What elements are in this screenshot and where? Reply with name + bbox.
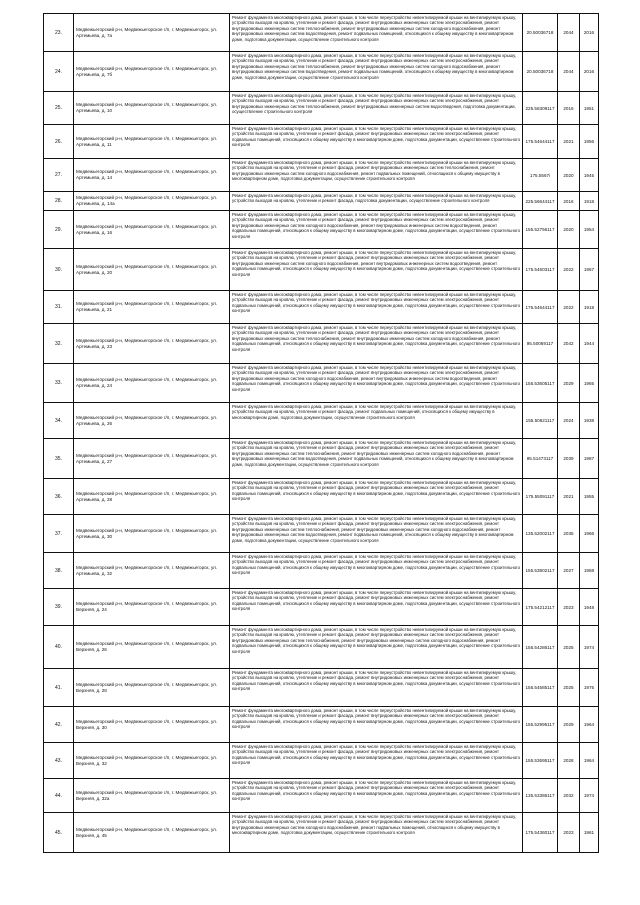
- built-year-cell: 1974: [583, 793, 595, 798]
- cost-cell: 135.53386117: [523, 779, 558, 812]
- cost-cell: 155.53605117: [523, 364, 558, 402]
- row-number: 24.: [44, 52, 74, 91]
- works-cell: Ремонт фундамента многоквартирного дома, ремонт крыши, в том числе переустройство невентилируемой крыши на вентилируемую крышу, устройство выходов на кровлю, утепление и ремонт фасада, подготовка документации, осуществление строительного контроля: [230, 192, 523, 210]
- row-number: 32.: [44, 324, 74, 363]
- works-cell: Ремонт фундамента многоквартирного дома, ремонт крыши, в том числе переустройство невентилируемой крыши на вентилируемую крышу, устройство выходов на кровлю, утепление и ремонт фасада, ремонт подвальных помещений, относящихся к общему имуществу в многоквартирном доме, подготовка документации, осуществление строительного контроля: [230, 403, 523, 438]
- cost-cell: 225.56644117: [523, 192, 558, 210]
- address-cell: Медвежьегорский р-н, Медвежьегорское г/п, г. Медвежьегорск, ул. Артемьева, д. 30: [74, 515, 230, 552]
- built-year-cell: 1951: [583, 105, 595, 111]
- built-year-cell: 1956: [583, 139, 595, 144]
- built-year-cell: 2016: [583, 30, 595, 35]
- address-cell: Медвежьегорский р-н, Медвежьегорское г/п, г. Медвежьегорск, ул. Артемьева, д. 28: [74, 479, 230, 514]
- built-year-cell: 1987: [583, 456, 595, 461]
- planned-year-cell: 2022: [558, 249, 580, 290]
- works-cell: Ремонт фундамента многоквартирного дома, ремонт крыши, в том числе переустройство невентилируемой крыши на вентилируемую крышу, устройство выходов на кровлю, утепление и ремонт фасада, ремонт внутридомовых инженерных систем электроснабжения, ремонт внутридомовых инженерных систем теплоснабжения, ремонт внутридомовых инженерных систем холодного водоснабжения, ремонт внутридомовых инженерных систем водоотведения, ремонт подвальных помещений, относящихся к общему имуществу в многоквартирном доме, подготовка документации, осуществление строительного контроля: [230, 439, 523, 478]
- planned-year-cell: 2044: [558, 14, 580, 51]
- address-cell: Медвежьегорский р-н, Медвежьегорское г/п, г. Медвежьегорск, ул. Артемьева, д. 32: [74, 553, 230, 588]
- works-cell: Ремонт фундамента многоквартирного дома, ремонт крыши, в том числе переустройство невентилируемой крыши на вентилируемую крышу, устройство выходов на кровлю, утепление и ремонт фасада, ремонт внутридомовых инженерных систем электроснабжения, ремонт внутридомовых инженерных систем теплоснабжения, ремонт внутридомовых инженерных систем водоотведения, подготовка документации, осуществление строительного контроля: [230, 92, 523, 124]
- cost-cell: 155.52995117: [523, 707, 558, 742]
- address-cell: Медвежьегорский р-н, Медвежьегорское г/п, г. Медвежьегорск, ул. Верхняя, д. 26: [74, 626, 230, 668]
- row-number: 39.: [44, 589, 74, 625]
- built-year-cell: 1958: [583, 568, 595, 573]
- works-cell: Ремонт фундамента многоквартирного дома, ремонт крыши, в том числе переустройство невентилируемой крыши на вентилируемую крышу, устройство выходов на кровлю, утепление и ремонт фасада, ремонт внутридомовых инженерных систем электроснабжения, ремонт подвальных помещений, относящихся к общему имуществу в многоквартирном доме, подготовка документации, осуществление строительного контроля: [230, 589, 523, 625]
- cost-cell: 155.53802117: [523, 553, 558, 588]
- planned-year-cell: 2022: [558, 291, 580, 323]
- table-row: [44, 553, 598, 589]
- works-cell: Ремонт фундамента многоквартирного дома, ремонт крыши, в том числе переустройство невентилируемой крыши на вентилируемую крышу, устройство выходов на кровлю, утепление и ремонт фасада, ремонт внутридомовых инженерных систем электроснабжения, ремонт подвальных помещений, относящихся к общему имуществу в многоквартирном доме, подготовка документации, осуществление строительного контроля: [230, 669, 523, 706]
- row-number: 36.: [44, 479, 74, 514]
- planned-year-cell: 2024: [558, 403, 580, 438]
- address-cell: Медвежьегорский р-н, Медвежьегорское г/п, г. Медвежьегорск, ул. Артемьева, д. 14а: [74, 192, 230, 210]
- built-year-cell: 1965: [583, 380, 595, 386]
- works-cell: Ремонт фундамента многоквартирного дома, ремонт крыши, в том числе переустройство невентилируемой крыши на вентилируемую крышу, устройство выходов на кровлю, утепление и ремонт фасада, ремонт внутридомовых инженерных систем электроснабжения, ремонт подвальных помещений, относящихся к общему имуществу в многоквартирном доме, подготовка документации, осуществление строительного контроля: [230, 743, 523, 778]
- planned-year-cell: 2025: [558, 626, 580, 668]
- works-cell: Ремонт фундамента многоквартирного дома, ремонт крыши, в том числе переустройство невентилируемой крыши на вентилируемую крышу, устройство выходов на кровлю, утепление и ремонт фасада, ремонт внутридомовых инженерных систем электроснабжения, ремонт внутридомовых инженерных систем теплоснабжения, ремонт внутридомовых инженерных систем холодного водоснабжения, ремонт внутридомовых инженерных систем водоотведения, ремонт подвальных помещений, относящихся к общему имуществу в многоквартирном доме, подготовка документации, осуществление строительного контроля: [230, 515, 523, 552]
- cost-cell: 155.54585117: [523, 669, 558, 706]
- planned-year-cell: 2039: [558, 439, 580, 478]
- table-row: [44, 249, 598, 291]
- planned-year-cell: 2027: [558, 553, 580, 588]
- row-number: 40.: [44, 626, 74, 668]
- table-row: [44, 92, 598, 125]
- planned-year-cell: 2029: [558, 707, 580, 742]
- row-number: 41.: [44, 669, 74, 706]
- table-row: [44, 743, 598, 779]
- planned-year-cell: 2021: [558, 125, 580, 158]
- address-cell: Медвежьегорский р-н, Медвежьегорское г/п, г. Медвежьегорск, ул. Верхняя, д. 28: [74, 669, 230, 706]
- planned-year-cell: 2028: [558, 743, 580, 778]
- works-cell: Ремонт фундамента многоквартирного дома, ремонт крыши, в том числе переустройство невентилируемой крыши на вентилируемую крышу, устройство выходов на кровлю, утепление и ремонт фасада, ремонт внутридомовых инженерных систем электроснабжения, ремонт внутридомовых инженерных систем теплоснабжения, ремонт внутридомовых инженерных систем холодного водоснабжения, ремонт подвальных помещений, относящихся к общему имуществу в многоквартирном доме, подготовка документации, осуществление строительного контроля: [230, 324, 523, 363]
- cost-cell: 175.55091117: [523, 479, 558, 514]
- table-row: [44, 159, 598, 192]
- cost-cell: 20.50036718: [523, 52, 558, 91]
- built-year-cell: 1918: [583, 304, 595, 310]
- built-year-cell: 1955: [583, 494, 595, 499]
- row-number: 23.: [44, 14, 74, 51]
- table-row: [44, 779, 598, 813]
- works-cell: Ремонт фундамента многоквартирного дома, ремонт крыши, в том числе переустройство невентилируемой крыши на вентилируемую крышу, устройство выходов на кровлю, утепление и ремонт фасада, ремонт внутридомовых инженерных систем электроснабжения, ремонт внутридомовых инженерных систем теплоснабжения, ремонт внутридомовых инженерных систем холодного водоснабжения, ремонт внутридомовых инженерных систем водоотведения, ремонт подвальных помещений, относящихся к общему имуществу в многоквартирном доме, подготовка документации, осуществление строительного контроля: [230, 52, 523, 91]
- address-cell: Медвежьегорский р-н, Медвежьегорское г/п, г. Медвежьегорск, ул. Артемьева, д. 26: [74, 403, 230, 438]
- table-row: [44, 707, 598, 743]
- works-cell: Ремонт фундамента многоквартирного дома, ремонт крыши, в том числе переустройство невентилируемой крыши на вентилируемую крышу, устройство выходов на кровлю, утепление и ремонт фасада, ремонт внутридомовых инженерных систем электроснабжения, ремонт внутридомовых инженерных систем холодного водоснабжения, ремонт подвальных помещений, относящихся к общему имуществу в многоквартирном доме, подготовка документации, осуществление строительного контроля: [230, 813, 523, 852]
- table-row: [44, 192, 598, 211]
- works-cell: Ремонт фундамента многоквартирного дома, ремонт крыши, в том числе переустройство невентилируемой крыши на вентилируемую крышу, устройство выходов на кровлю, утепление и ремонт фасада, ремонт внутридомовых инженерных систем электроснабжения, ремонт внутридомовых инженерных систем холодного водоснабжения, ремонт внутридомовых инженерных систем водоотведения, ремонт подвальных помещений, относящихся к общему имуществу в многоквартирном доме, подготовка документации, осуществление строительного контроля: [230, 249, 523, 290]
- cost-cell: 175.54212117: [523, 589, 558, 625]
- table-row: [44, 589, 598, 626]
- works-cell: Ремонт фундамента многоквартирного дома, ремонт крыши, в том числе переустройство невентилируемой крыши на вентилируемую крышу, устройство выходов на кровлю, утепление и ремонт фасада, ремонт внутридомовых инженерных систем электроснабжения, ремонт подвальных помещений, относящихся к общему имуществу в многоквартирном доме, подготовка документации, осуществление строительного контроля: [230, 779, 523, 812]
- row-number: 34.: [44, 403, 74, 438]
- planned-year-cell: 2029: [558, 364, 580, 402]
- address-cell: Медвежьегорский р-н, Медвежьегорское г/п, г. Медвежьегорск, ул. Верхняя, д. 24: [74, 589, 230, 625]
- planned-year-cell: 2032: [558, 779, 580, 812]
- planned-year-cell: 2021: [558, 479, 580, 514]
- built-year-cell: 1975: [583, 685, 595, 690]
- address-cell: Медвежьегорский р-н, Медвежьегорское г/п, г. Медвежьегорск, ул. Артемьева, д. 7б: [74, 52, 230, 91]
- planned-year-cell: 2025: [558, 669, 580, 706]
- built-year-cell: 1964: [583, 722, 595, 727]
- table-row: [44, 403, 598, 439]
- cost-cell: 95.51473117: [523, 439, 558, 478]
- planned-year-cell: 2016: [558, 92, 580, 124]
- row-number: 27.: [44, 159, 74, 191]
- planned-year-cell: 2042: [558, 324, 580, 363]
- planned-year-cell: 2044: [558, 52, 580, 91]
- works-cell: Ремонт фундамента многоквартирного дома, ремонт крыши, в том числе переустройство невентилируемой крыши на вентилируемую крышу, устройство выходов на кровлю, утепление и ремонт фасада, ремонт внутридомовых инженерных систем электроснабжения, ремонт подвальных помещений, относящихся к общему имуществу в многоквартирном доме, подготовка документации, осуществление строительного контроля: [230, 291, 523, 323]
- table-row: [44, 125, 598, 159]
- built-year-cell: 1938: [583, 418, 595, 423]
- built-year-cell: 1918: [583, 198, 595, 204]
- cost-cell: 135.52002117: [523, 515, 558, 552]
- works-cell: Ремонт фундамента многоквартирного дома, ремонт крыши, в том числе переустройство невентилируемой крыши на вентилируемую крышу, устройство выходов на кровлю, утепление и ремонт фасада, ремонт внутридомовых инженерных систем электроснабжения, ремонт внутридомовых инженерных систем теплоснабжения, ремонт внутридомовых инженерных систем холодного водоснабжения, ремонт внутридомовых инженерных систем водоотведения, ремонт подвальных помещений, относящихся к общему имуществу в многоквартирном доме, подготовка документации, осуществление строительного контроля: [230, 14, 523, 51]
- address-cell: Медвежьегорский р-н, Медвежьегорское г/п, г. Медвежьегорск, ул. Артемьева, д. 23: [74, 324, 230, 363]
- row-number: 38.: [44, 553, 74, 588]
- address-cell: Медвежьегорский р-н, Медвежьегорское г/п, г. Медвежьегорск, ул. Верхняя, д. 45: [74, 813, 230, 852]
- table-row: [44, 439, 598, 479]
- built-year-cell: 1945: [583, 172, 595, 178]
- planned-year-cell: 2035: [558, 515, 580, 552]
- row-number: 45.: [44, 813, 74, 852]
- built-year-cell: 1961: [583, 830, 595, 835]
- built-year-cell: 2016: [583, 69, 595, 74]
- row-number: 31.: [44, 291, 74, 323]
- table-row: [44, 669, 598, 707]
- planned-year-cell: 2016: [558, 192, 580, 210]
- planned-year-cell: 2020: [558, 211, 580, 248]
- cost-cell: 155.53695117: [523, 743, 558, 778]
- address-cell: Медвежьегорский р-н, Медвежьегорское г/п, г. Медвежьегорск, ул. Верхняя, д. 32: [74, 743, 230, 778]
- address-cell: Медвежьегорский р-н, Медвежьегорское г/п, г. Медвежьегорск, ул. Артемьева, д. 11: [74, 125, 230, 158]
- cost-cell: 175.54603117: [523, 249, 558, 290]
- built-year-cell: 1964: [583, 758, 595, 763]
- document-table: [43, 13, 599, 853]
- cost-cell: 95.50069117: [523, 324, 558, 363]
- built-year-cell: 1974: [583, 644, 595, 650]
- address-cell: Медвежьегорский р-н, Медвежьегорское г/п, г. Медвежьегорск, ул. Верхняя, д. 30: [74, 707, 230, 742]
- row-number: 35.: [44, 439, 74, 478]
- cost-cell: 225.56309117: [523, 92, 558, 124]
- cost-cell: 155.52756117: [523, 211, 558, 248]
- cost-cell: 175.54644117: [523, 291, 558, 323]
- address-cell: Медвежьегорский р-н, Медвежьегорское г/п, г. Медвежьегорск, ул. Артемьева, д. 10: [74, 92, 230, 124]
- works-cell: Ремонт фундамента многоквартирного дома, ремонт крыши, в том числе переустройство невентилируемой крыши на вентилируемую крышу, устройство выходов на кровлю, утепление и ремонт фасада, ремонт внутридомовых инженерных систем электроснабжения, ремонт подвальных помещений, относящихся к общему имуществу в многоквартирном доме, подготовка документации, осуществление строительного контроля: [230, 479, 523, 514]
- row-number: 30.: [44, 249, 74, 290]
- row-number: 43.: [44, 743, 74, 778]
- address-cell: Медвежьегорский р-н, Медвежьегорское г/п, г. Медвежьегорск, ул. Артемьева, д. 20: [74, 249, 230, 290]
- works-cell: Ремонт фундамента многоквартирного дома, ремонт крыши, в том числе переустройство невентилируемой крыши на вентилируемую крышу, устройство выходов на кровлю, утепление и ремонт фасада, ремонт внутридомовых инженерных систем электроснабжения, ремонт внутридомовых инженерных систем холодного водоснабжения, ремонт внутридомовых инженерных систем водоотведения, ремонт подвальных помещений, относящихся к общему имуществу в многоквартирном доме, подготовка документации, осуществление строительного контроля: [230, 211, 523, 248]
- cost-cell: 155.54286117: [523, 626, 558, 668]
- cost-cell: 20.50036718: [523, 14, 558, 51]
- table-row: [44, 626, 598, 669]
- works-cell: Ремонт фундамента многоквартирного дома, ремонт крыши, в том числе переустройство невентилируемой крыши на вентилируемую крышу, устройство выходов на кровлю, утепление и ремонт фасада, ремонт внутридомовых инженерных систем электроснабжения, ремонт внутридомовых инженерных систем теплоснабжения, ремонт внутридомовых инженерных систем холодного водоснабжения, ремонт подвальных помещений, относящихся к общему имуществу в многоквартирном доме, подготовка документации, осуществление строительного контроля: [230, 626, 523, 668]
- table-row: [44, 324, 598, 364]
- address-cell: Медвежьегорский р-н, Медвежьегорское г/п, г. Медвежьегорск, ул. Артемьева, д. 7а: [74, 14, 230, 51]
- table-row: [44, 813, 598, 852]
- table-row: [44, 515, 598, 553]
- cost-cell: 175.54644117: [523, 125, 558, 158]
- table-row: [44, 211, 598, 249]
- address-cell: Медвежьегорский р-н, Медвежьегорское г/п, г. Медвежьегорск, ул. Артемьева, д. 24: [74, 364, 230, 402]
- row-number: 33.: [44, 364, 74, 402]
- row-number: 44.: [44, 779, 74, 812]
- works-cell: Ремонт фундамента многоквартирного дома, ремонт крыши, в том числе переустройство невентилируемой крыши на вентилируемую крышу, устройство выходов на кровлю, утепление и ремонт фасада, ремонт внутридомовых инженерных систем электроснабжения, ремонт внутридомовых инженерных систем холодного водоснабжения, ремонт внутридомовых инженерных систем водоотведения, ремонт подвальных помещений, относящихся к общему имуществу в многоквартирном доме, подготовка документации, осуществление строительного контроля: [230, 364, 523, 402]
- planned-year-cell: 2023: [558, 813, 580, 852]
- works-cell: Ремонт фундамента многоквартирного дома, ремонт крыши, в том числе переустройство невентилируемой крыши на вентилируемую крышу, устройство выходов на кровлю, утепление и ремонт фасада, ремонт внутридомовых инженерных систем электроснабжения, ремонт подвальных помещений, относящихся к общему имуществу в многоквартирном доме, подготовка документации, осуществление строительного контроля: [230, 707, 523, 742]
- row-number: 29.: [44, 211, 74, 248]
- planned-year-cell: 2023: [558, 589, 580, 625]
- row-number: 25.: [44, 92, 74, 124]
- table-row: [44, 291, 598, 324]
- address-cell: Медвежьегорский р-н, Медвежьегорское г/п, г. Медвежьегорск, ул. Артемьева, д. 16: [74, 211, 230, 248]
- row-number: 42.: [44, 707, 74, 742]
- address-cell: Медвежьегорский р-н, Медвежьегорское г/п, г. Медвежьегорск, ул. Артемьева, д. 14: [74, 159, 230, 191]
- table-row: [44, 14, 598, 52]
- row-number: 28.: [44, 192, 74, 210]
- built-year-cell: 1967: [583, 267, 595, 272]
- cost-cell: 175.5567i: [523, 159, 558, 191]
- address-cell: Медвежьегорский р-н, Медвежьегорское г/п, г. Медвежьегорск, ул. Артемьева, д. 27: [74, 439, 230, 478]
- table-row: [44, 364, 598, 403]
- address-cell: Медвежьегорский р-н, Медвежьегорское г/п, г. Медвежьегорск, ул. Верхняя, д. 32а: [74, 779, 230, 812]
- built-year-cell: 1948: [583, 604, 595, 610]
- row-number: 26.: [44, 125, 74, 158]
- table-row: [44, 479, 598, 515]
- works-cell: Ремонт фундамента многоквартирного дома, ремонт крыши, в том числе переустройство невентилируемой крыши на вентилируемую крышу, устройство выходов на кровлю, утепление и ремонт фасада, ремонт внутридомовых инженерных систем теплоснабжения, ремонт внутридомовых инженерных систем холодного водоснабжения, ремонт подвальных помещений, относящихся к общему имуществу в многоквартирном доме, подготовка документации, осуществление строительного контроля: [230, 159, 523, 191]
- built-year-cell: 1966: [583, 531, 595, 536]
- table-row: [44, 52, 598, 92]
- row-number: 37.: [44, 515, 74, 552]
- address-cell: Медвежьегорский р-н, Медвежьегорское г/п, г. Медвежьегорск, ул. Артемьева, д. 21: [74, 291, 230, 323]
- cost-cell: 175.54360117: [523, 813, 558, 852]
- works-cell: Ремонт фундамента многоквартирного дома, ремонт крыши, в том числе переустройство невентилируемой крыши на вентилируемую крышу, устройство выходов на кровлю, утепление и ремонт фасада, ремонт внутридомовых инженерных систем электроснабжения, ремонт подвальных помещений, относящихся к общему имуществу в многоквартирном доме, подготовка документации, осуществление строительного контроля: [230, 553, 523, 588]
- built-year-cell: 1954: [583, 227, 595, 232]
- built-year-cell: 1944: [583, 341, 595, 346]
- planned-year-cell: 2020: [558, 159, 580, 191]
- cost-cell: 155.50621117: [523, 403, 558, 438]
- works-cell: Ремонт фундамента многоквартирного дома, ремонт крыши, в том числе переустройство невентилируемой крыши на вентилируемую крышу, устройство выходов на кровлю, утепление и ремонт фасада, ремонт внутридомовых инженерных систем электроснабжения, ремонт подвальных помещений, относящихся к общему имуществу в многоквартирном доме, подготовка документации, осуществление строительного контроля: [230, 125, 523, 158]
